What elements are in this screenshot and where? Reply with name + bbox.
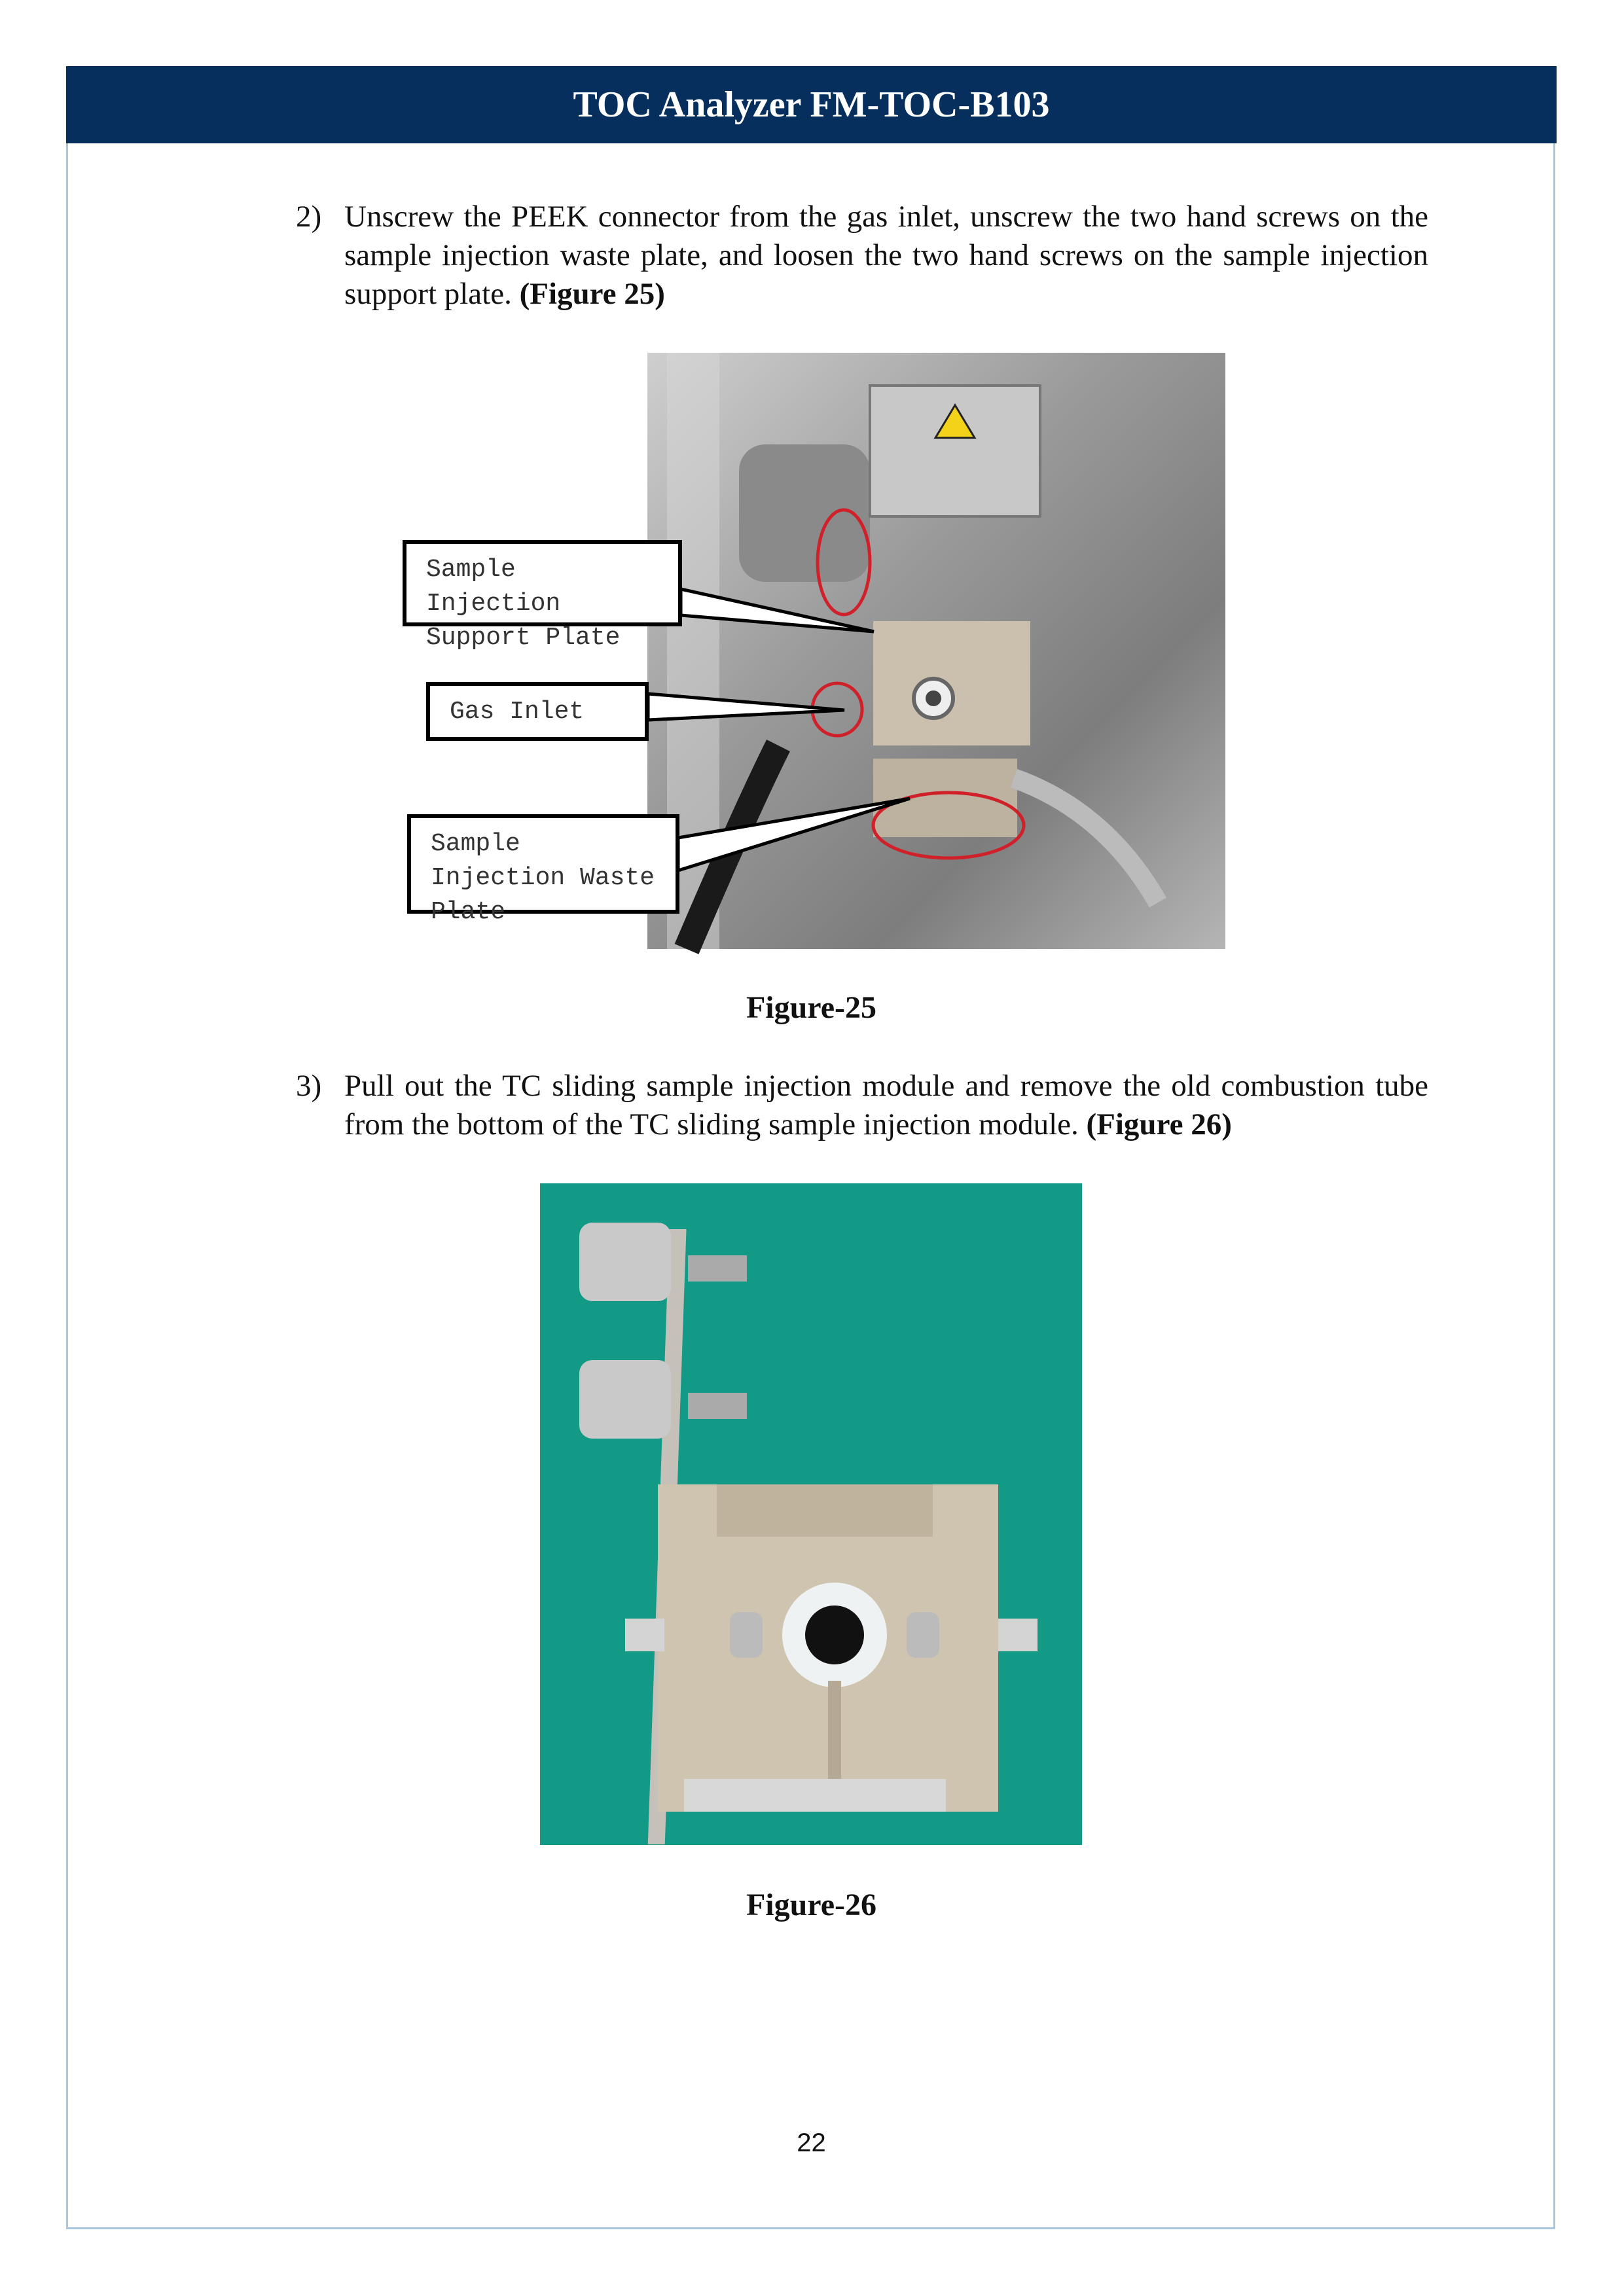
callout-label: Gas Inlet bbox=[426, 682, 649, 741]
figure-26-photo bbox=[540, 1183, 1082, 1845]
step-3 bbox=[296, 1067, 1428, 1144]
figure-caption: Figure-25 bbox=[746, 990, 877, 1025]
figure-reference: (Figure 26) bbox=[1086, 1107, 1232, 1141]
figure-reference: (Figure 25) bbox=[519, 277, 665, 311]
callout-pointers bbox=[0, 0, 1624, 982]
step-text: Pull out the TC sliding sample injection module and remove the old combustion tube from the bottom of the TC sliding sample injection module. bbox=[344, 1069, 1428, 1141]
step-number: 2) bbox=[296, 200, 322, 234]
step-number: 3) bbox=[296, 1069, 322, 1103]
document-title: TOC Analyzer FM-TOC-B103 bbox=[573, 84, 1050, 125]
callout-label: Sample Injection Support Plate bbox=[403, 540, 682, 626]
page-number: 22 bbox=[797, 2128, 826, 2157]
figure-caption: Figure-26 bbox=[746, 1888, 877, 1922]
step-text: Unscrew the PEEK connector from the gas inlet, unscrew the two hand screws on the sample injection waste plate, and loosen the two hand screws on the sample injection support plate. bbox=[344, 200, 1428, 311]
callout-label: Sample Injection Waste Plate bbox=[407, 814, 679, 914]
